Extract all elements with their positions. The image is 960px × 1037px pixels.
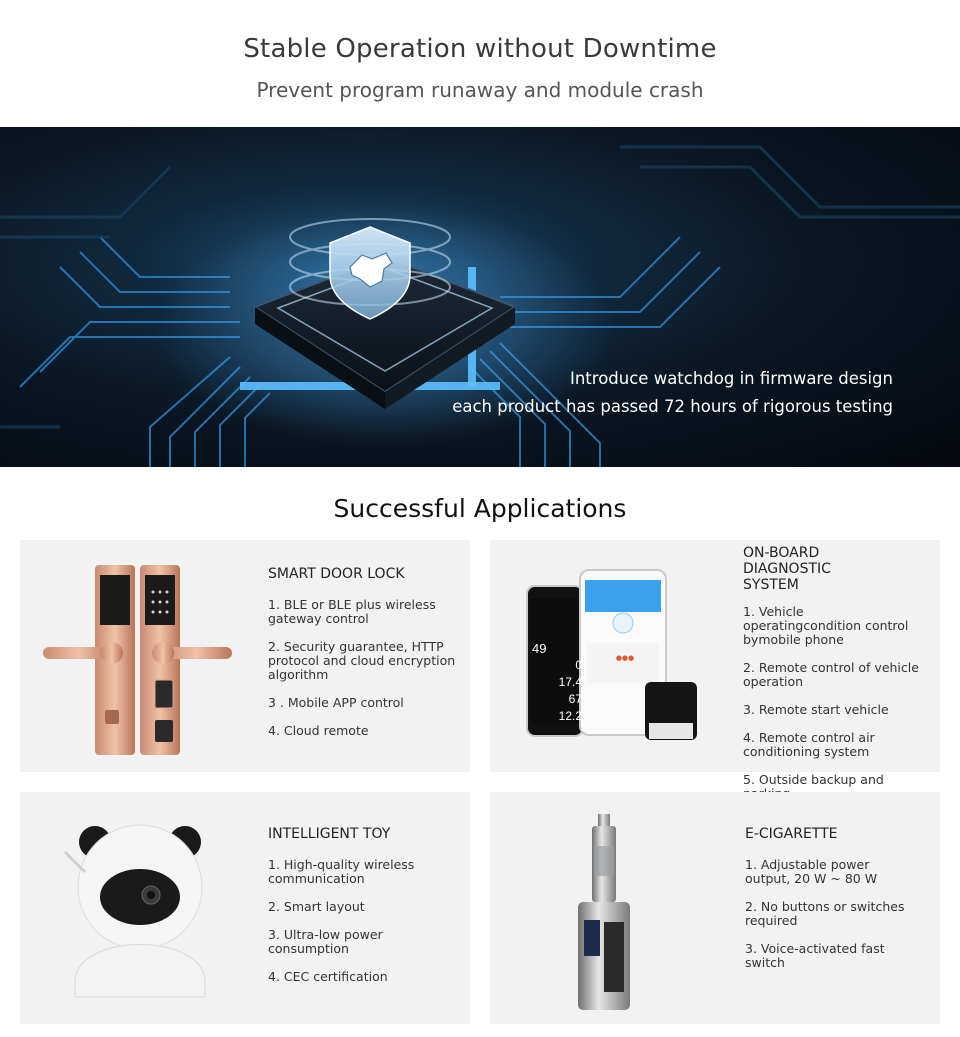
toy-description [268, 826, 448, 998]
feature-item: 3. Voice-activated fast switch [745, 941, 885, 970]
watchdog-banner [0, 127, 960, 467]
door-lock-image [40, 560, 240, 760]
card-title: ON-BOARD DIAGNOSTIC SYSTEM [743, 545, 831, 593]
obd-description [743, 545, 923, 815]
e-cigarette-image [570, 812, 650, 1012]
obd-phone-readouts [532, 640, 582, 725]
page-header [0, 0, 960, 127]
card-title: INTELLIGENT TOY [268, 826, 391, 842]
applications-title: Successful Applications [333, 494, 627, 523]
feature-item: 4. Remote control air conditioning system [743, 730, 875, 759]
door-lock-description [268, 566, 458, 752]
panda-camera-image [55, 812, 230, 1007]
readout-value: 0 [575, 658, 582, 672]
application-card-e-cigarette [490, 792, 940, 1024]
banner-caption-line-2: each product has passed 72 hours of rigorous testing [452, 397, 893, 416]
readout-value: 67 [568, 692, 582, 706]
feature-item: 2. Security guarantee, HTTP protocol and cloud encryption algorithm [268, 639, 456, 682]
feature-item: 1. High-quality wireless communication [268, 857, 415, 886]
feature-item: 3 . Mobile APP control [268, 695, 404, 710]
card-title: SMART DOOR LOCK [268, 566, 405, 582]
readout-value: 17.4 [558, 675, 582, 689]
feature-item: 1. Adjustable power output, 20 W ~ 80 W [745, 857, 878, 886]
feature-item: 2. No buttons or switches required [745, 899, 905, 928]
e-cigarette-description [745, 826, 915, 984]
feature-item: 2. Smart layout [268, 899, 365, 914]
feature-item: 3. Ultra-low power consumption [268, 927, 383, 956]
feature-item: 4. Cloud remote [268, 723, 369, 738]
feature-item: 3. Remote start vehicle [743, 702, 889, 717]
banner-caption [452, 365, 893, 421]
application-card-smart-door-lock [20, 540, 470, 772]
banner-caption-line-1: Introduce watchdog in firmware design [569, 369, 893, 388]
application-card-intelligent-toy [20, 792, 470, 1024]
readout-value: 49 [532, 641, 547, 656]
card-title: E-CIGARETTE [745, 826, 838, 842]
svg-text:●●●: ●●● [615, 654, 635, 662]
feature-item: 4. CEC certification [268, 969, 388, 984]
page-title: Stable Operation without Downtime [243, 34, 717, 64]
feature-item: 5. Outside backup and [743, 772, 884, 787]
feature-item: 1. BLE or BLE plus wireless gateway control [268, 597, 436, 626]
readout-value: 12.2 [558, 709, 582, 723]
application-card-obd [490, 540, 940, 787]
feature-item: 1. Vehicle operatingcondition control bymobile phone [743, 604, 909, 647]
feature-item: 2. Remote control of vehicle operation [743, 660, 919, 689]
page-subtitle: Prevent program runaway and module crash [256, 78, 704, 102]
